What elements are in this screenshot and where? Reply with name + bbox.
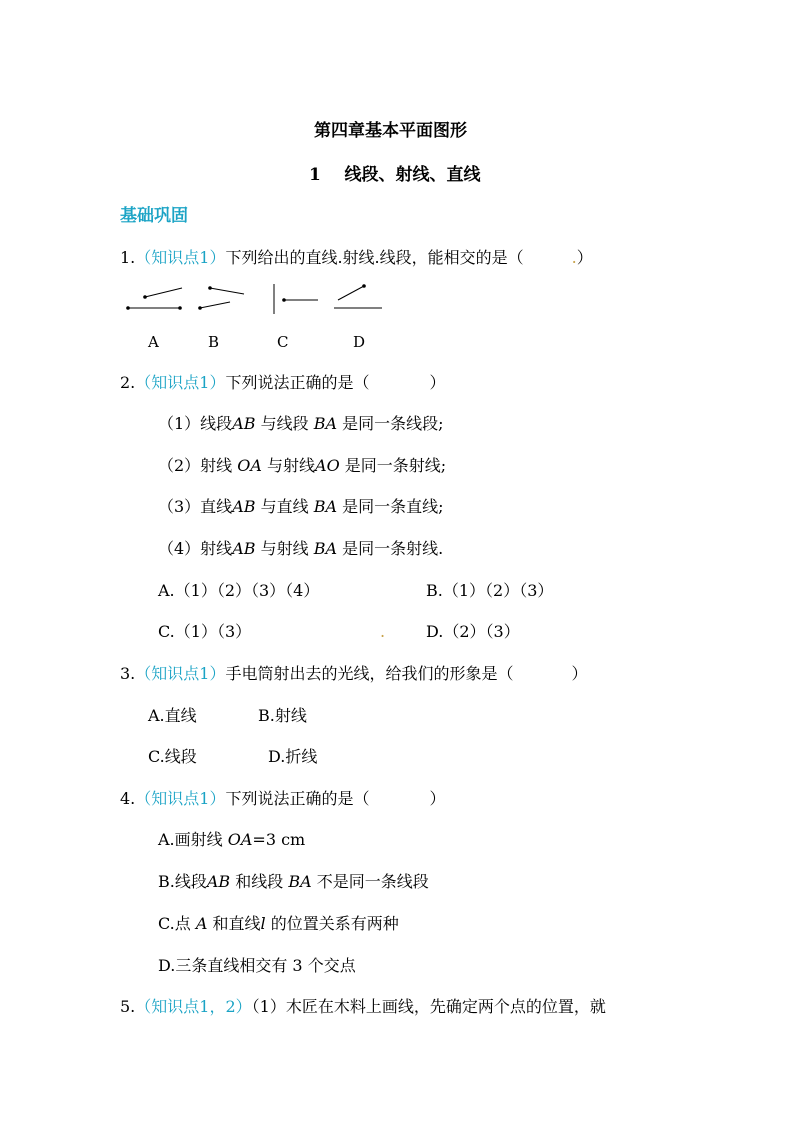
question-stem: 下列说法正确的是（ — [225, 789, 370, 808]
figure-c-segments — [274, 284, 318, 314]
lesson-heading — [309, 165, 481, 185]
question-number: 4. — [120, 789, 136, 808]
q3-option-c: C.线段 — [148, 747, 197, 766]
question-3 — [120, 664, 587, 683]
question-close: ） — [576, 248, 593, 267]
q1-figure — [120, 280, 390, 320]
q2-statement-4: （4）射线AB 与射线 BA 是同一条射线. — [158, 539, 444, 558]
figure-label-a: A — [148, 333, 159, 351]
q2-option-b: B.（1）（2）（3） — [426, 581, 554, 600]
question-5 — [120, 997, 606, 1016]
question-close: ） — [429, 789, 446, 808]
q2-statement-3: （3）直线AB 与直线 BA 是同一条直线; — [158, 497, 444, 516]
q4-option-d: D.三条直线相交有 3 个交点 — [158, 956, 356, 975]
question-4 — [120, 789, 445, 808]
q4-option-b: B.线段AB 和线段 BA 不是同一条线段 — [158, 872, 429, 891]
q4-option-a: A.画射线 OA=3 cm — [158, 830, 306, 849]
question-number: 3. — [120, 664, 136, 683]
lesson-title: 线段、射线、直线 — [344, 165, 481, 185]
q2-option-d: D.（2）（3） — [426, 622, 520, 641]
q3-option-d: D.折线 — [268, 747, 318, 766]
figure-b-segments — [198, 286, 244, 310]
question-close: ） — [571, 664, 588, 683]
question-stem: 下列说法正确的是（ — [225, 373, 370, 392]
q3-option-a: A.直线 — [148, 706, 197, 725]
figure-label-b: B — [208, 333, 220, 351]
knowledge-point-tag: （知识点1） — [135, 373, 226, 392]
chapter-title: 第四章基本平面图形 — [314, 121, 467, 141]
question-1 — [120, 248, 593, 267]
q4-option-c: C.点 A 和直线l 的位置关系有两种 — [158, 914, 399, 933]
question-number: 1. — [120, 248, 136, 267]
figure-label-d: D — [353, 333, 366, 351]
figure-label-c: C — [277, 333, 289, 351]
knowledge-point-tag: （知识点1，2） — [135, 997, 252, 1016]
section-heading: 基础巩固 — [120, 206, 188, 226]
question-number: 5. — [120, 997, 136, 1016]
lesson-number: 1 — [309, 165, 321, 185]
knowledge-point-tag: （知识点1） — [135, 789, 226, 808]
figure-a-segments — [126, 288, 182, 310]
knowledge-point-tag: （知识点1） — [135, 664, 226, 683]
q2-option-c: C.（1）（3） — [158, 622, 252, 641]
q2-statement-1: （1）线段AB 与线段 BA 是同一条线段; — [158, 414, 444, 433]
knowledge-point-tag: （知识点1） — [135, 248, 226, 267]
q2-statement-2: （2）射线 OA 与射线AO 是同一条射线; — [158, 456, 447, 475]
question-stem: 下列给出的直线.射线.线段，能相交的是（ — [225, 248, 524, 267]
question-stem: 手电筒射出去的光线，给我们的形象是（ — [225, 664, 514, 683]
question-stem: （1）木匠在木料上画线，先确定两个点的位置，就 — [251, 997, 606, 1016]
q2-option-a: A.（1）（2）（3）（4） — [158, 581, 320, 600]
figure-d-segments — [334, 284, 382, 308]
stray-mark: . — [571, 248, 577, 267]
q3-option-b: B.射线 — [258, 706, 307, 725]
stray-mark: . — [380, 622, 386, 641]
question-number: 2. — [120, 373, 136, 392]
question-2 — [120, 373, 445, 392]
question-close: ） — [429, 373, 446, 392]
